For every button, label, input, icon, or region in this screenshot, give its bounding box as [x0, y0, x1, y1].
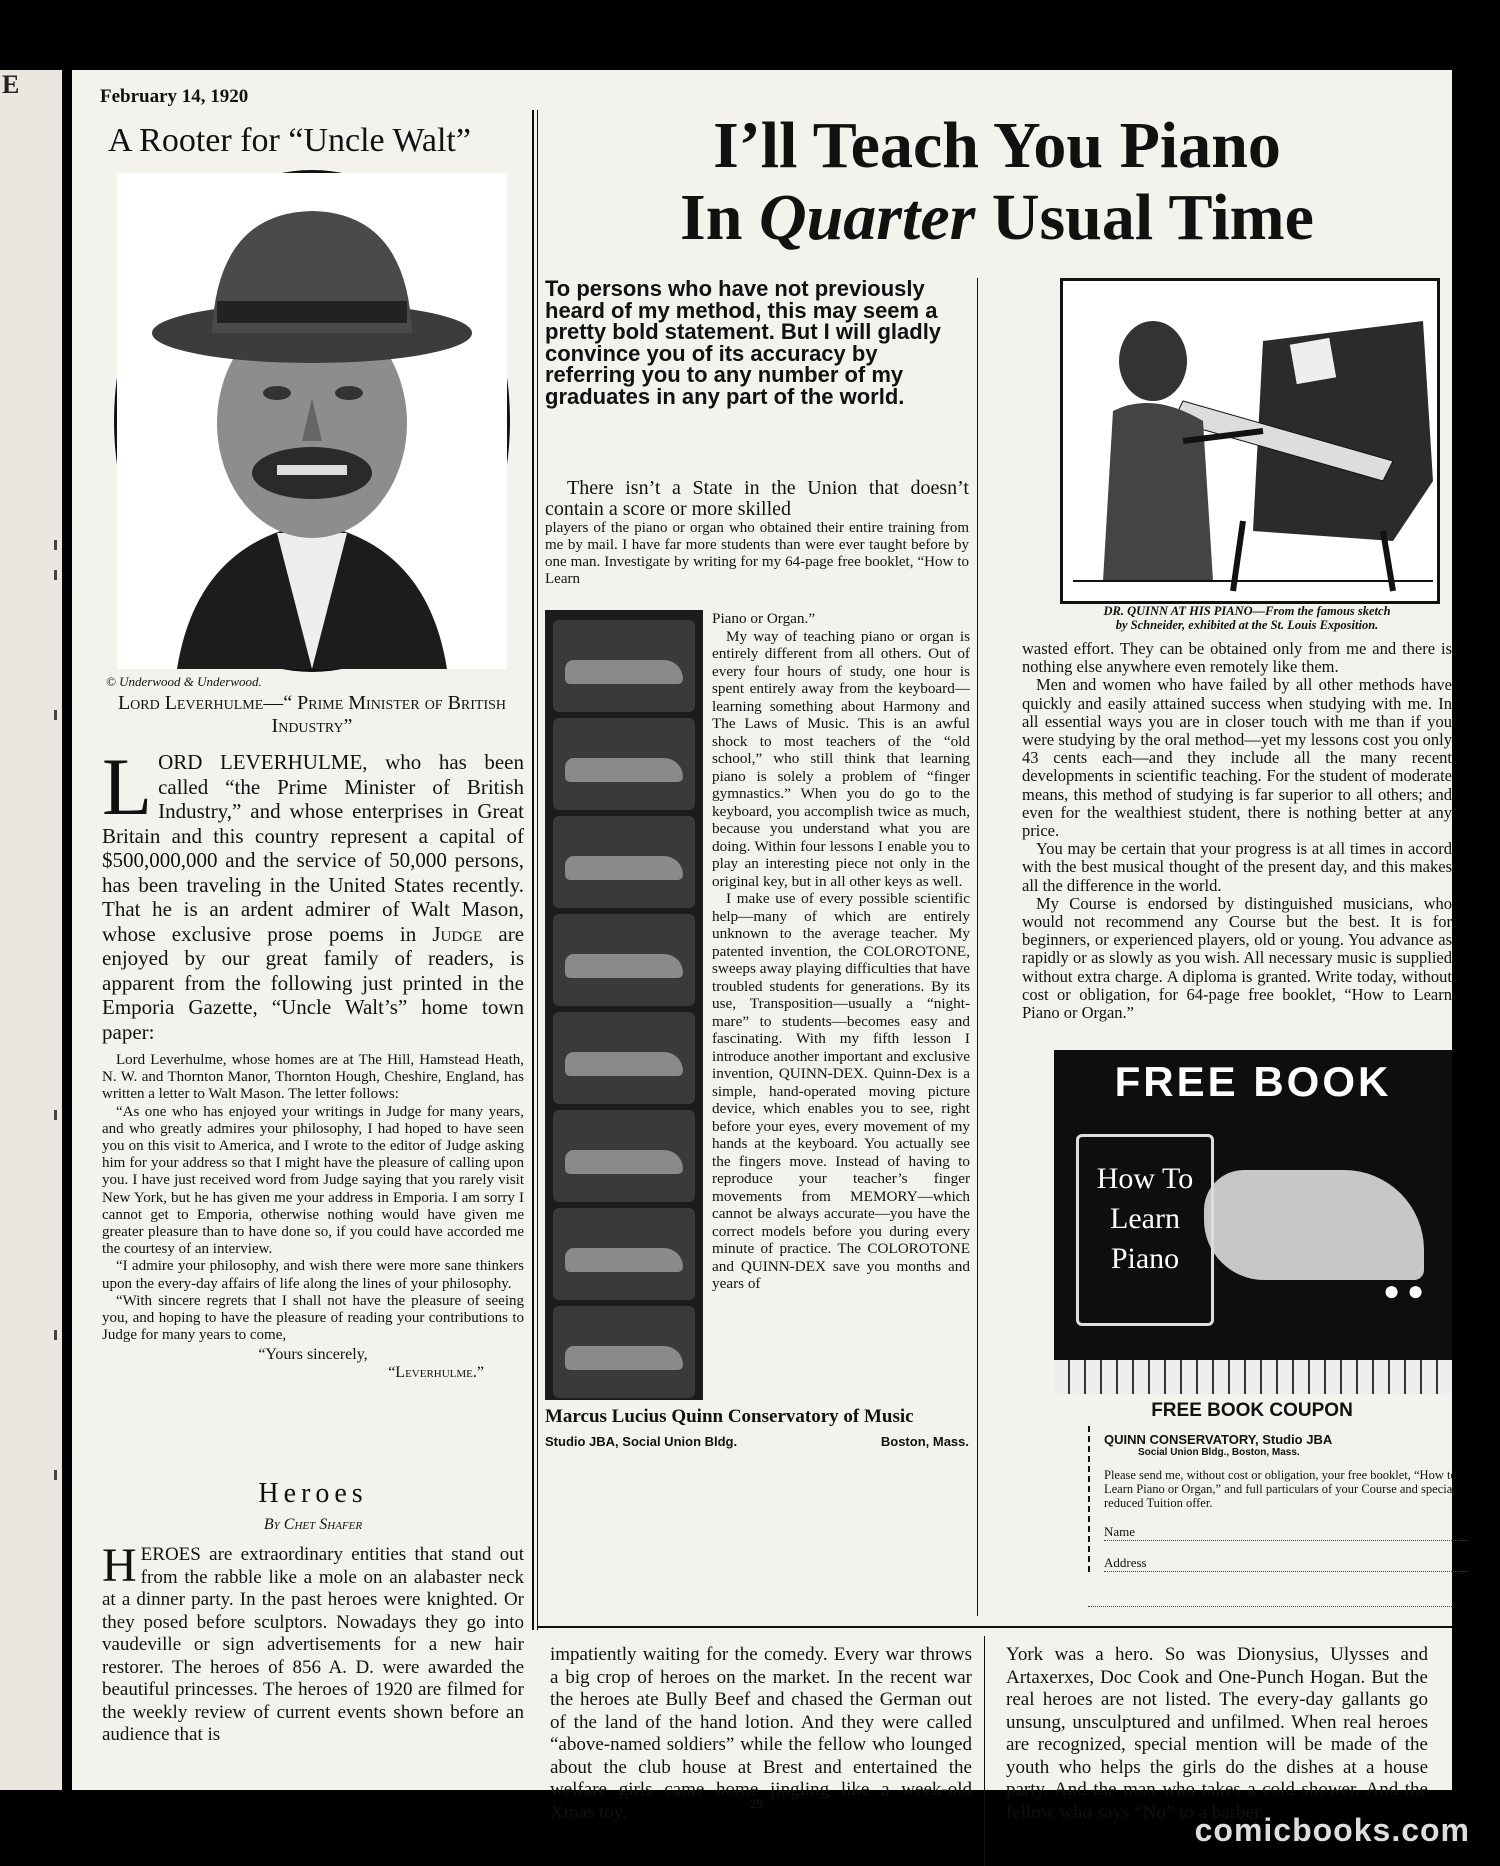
book-title-line: Learn [1110, 1202, 1180, 1235]
edge-mark [54, 710, 57, 720]
ad-headline-line1: I’ll Teach You Piano [713, 109, 1281, 182]
photo-credit: © Underwood & Underwood. [106, 674, 262, 689]
sketch-caption [1032, 604, 1462, 632]
quoted-letter [102, 1052, 524, 1381]
coupon-recipient: QUINN CONSERVATORY, Studio JBA [1104, 1432, 1333, 1447]
intro-text-2: are enjoyed by our great family of readers, is apparent from the following just printed in the Emporia Gazette, “Uncle Walt’s” home town paper: [102, 921, 525, 1044]
edge-mark [54, 540, 57, 550]
edge-mark [54, 1470, 57, 1480]
column-rule [532, 110, 534, 1630]
piano-keys [1054, 1360, 1452, 1394]
drop-cap: H [102, 1539, 137, 1592]
page-number: 29 [750, 1796, 763, 1811]
heroes-title: Heroes [258, 1478, 368, 1509]
column-rule [984, 1636, 985, 1866]
letter-paragraph: “I admire your philosophy, and wish there were more sane thinkers upon the every-day affairs of life along the lines of your philosophy. [102, 1258, 524, 1292]
ad-column-2 [712, 610, 970, 1293]
edge-mark [54, 1110, 57, 1120]
dr-quinn-sketch [1060, 278, 1440, 604]
book-title-line: Piano [1110, 1242, 1180, 1275]
book-title-line: How To [1096, 1162, 1194, 1195]
conservatory-address [545, 1434, 969, 1449]
ad-paragraph: My way of teaching piano or organ is entirely different from all others. Out of every four hours of study, one hour is spent entirely away from the keyboard—learning something about Harmony and The Laws of Music. This is an awful shock to most teachers of the “old school,” who still think that learning piano is solely a problem of “finger gymnastics.” When you do go to the keyboard, you accomplish twice as much, because you understand what you are doing. Within four lessons I enable you to play an interesting piece not only in the original key, but in all other keys as well. [712, 627, 970, 890]
ad-headline-rest: Usual Time [991, 181, 1314, 254]
ad-paragraph: Piano or Organ.” [712, 610, 816, 627]
edge-mark [54, 1330, 57, 1340]
free-book-coupon[interactable] [1088, 1426, 1468, 1572]
article-intro [102, 741, 525, 1044]
coupon-body: Please send me, without cost or obligation, your free booklet, “How to Learn Piano or Organ,” and full particulars of your Course and special reduced Tuition offer. [1104, 1468, 1457, 1510]
coupon-address-field[interactable]: Address [1104, 1555, 1468, 1572]
coupon-bottom-line [1088, 1606, 1452, 1607]
free-book-title: FREE BOOK [1114, 1058, 1392, 1105]
hand-frame [553, 1208, 695, 1300]
column-rule [977, 278, 978, 1616]
hand-frame [553, 1306, 695, 1398]
ad-bottom-rule [537, 1626, 1452, 1628]
hand-frame [553, 1012, 695, 1104]
hand-frame [553, 1110, 695, 1202]
sketch-caption-line2: by Schneider, exhibited at the St. Louis Exposition. [1115, 618, 1379, 632]
ad-border [537, 110, 538, 1630]
ad-intro [545, 478, 969, 588]
letter-signature: “Leverhulme.” [388, 1363, 484, 1381]
letter-paragraph: Lord Leverhulme, whose homes are at The Hill, Hamstead Heath, N. W. and Thornton Manor, Thornton Hough, Cheshire, England, has written a letter to Walt Mason. The letter follows: [102, 1052, 524, 1103]
issue-date: February 14, 1920 [100, 86, 249, 107]
edge-letter: E [2, 70, 20, 99]
ad-paragraph: wasted effort. They can be obtained only from me and there is nothing else anywhere even remotely like them. [1022, 639, 1452, 677]
ad-intro-large: There isn’t a State in the Union that doesn’t contain a score or more skilled [545, 477, 969, 520]
studio-address: Studio JBA, Social Union Bldg. [545, 1434, 738, 1449]
heroes-byline: By Chet Shafer [263, 1516, 363, 1533]
city: Boston, Mass. [880, 1434, 969, 1449]
hand-frame [553, 718, 695, 810]
leverhulme-article [102, 741, 525, 1381]
ad-headline-in: In [680, 181, 743, 254]
hand-shape [1204, 1170, 1424, 1280]
edge-mark [54, 570, 57, 580]
book-cover-title [1085, 1159, 1205, 1279]
conservatory-name: Marcus Lucius Quinn Conservatory of Music [545, 1406, 914, 1427]
coupon-recipient-address: Social Union Bldg., Boston, Mass. [1138, 1447, 1300, 1458]
hand-frame [553, 620, 695, 712]
book-cover [1076, 1134, 1214, 1326]
heroes-column-2: impatiently waiting for the comedy. Every war throws a big crop of heroes on the market. In the recent war the heroes ate Bully Beef and chased the German out of the land of the hand lotion. And they were called “above-named soldiers” while the fellow who lounged about the club house at Brest and entertained the welfare girls came home jingling like a week-old Xmas toy. [550, 1644, 972, 1823]
ad-intro-small: players of the piano or organ who obtained their entire training from me by mail. I have far more students than were ever taught before by one man. Investigate by writing for my 64-page free booklet, “How to Learn [545, 520, 969, 587]
free-book-illustration [1054, 1050, 1452, 1394]
ad-headline-quarter: Quarter [758, 181, 976, 254]
letter-paragraph: “With sincere regrets that I shall not have the pleasure of seeing you, and hoping to have the pleasure of reading your contributions to Judge for many years to come, [102, 1292, 524, 1344]
ad-paragraph: You may be certain that your progress is at all times in accord with the best musical thought of the present day, and this makes all the difference in the world. [1022, 839, 1452, 895]
heroes-column-1 [102, 1539, 524, 1747]
conservatory-signature [545, 1406, 969, 1449]
ad-paragraph: I make use of every possible scientific help—many of which are entirely unknown to the average teacher. My patented invention, the COLOROTONE, sweeps away playing difficulties that have troubled students for generations. By its use, Transposition—usually a “night-mare” to students—becomes easy and fascinating. With my fifth lesson I introduce another important and exclusive invention, QUINN-DEX. Quinn-Dex is a simple, hand-operated moving picture device, which enables you to see, right before your eyes, every movement of my hands at the keyboard. You actually see the fingers move. Instead of having to reproduce your teacher’s finger movements from MEMORY—which cannot be always accurate—you have the correct models before you during every minute of practice. The COLOROTONE and QUINN-DEX save you months and years of [712, 890, 970, 1292]
letter-closing: “Yours sincerely, [258, 1346, 368, 1364]
rooter-headline: A Rooter for “Uncle Walt” [108, 122, 471, 159]
letter-paragraph: “As one who has enjoyed your writings in Judge for many years, and who greatly admires your philosophy, I had hoped to have seen you on this visit to America, and I wrote to the editor of Judge asking him for your address so that I might have the pleasure of calling upon you. I have just received word from Judge saying that you rarely visit New York, but he has given me your address in Emporia. I am sorry I cannot get to Emporia, otherwise nothing would have given me greater pleasure than to have done so, if you could have accorded me the courtesy of an interview. [102, 1103, 524, 1258]
heroes-text-1: EROES are extraordinary entities that stand out from the rabble like a mole on an alabaster neck at a dinner party. In the past heroes were knighted. Or they posed before sculptors. Nowadays they go into vaudeville or sign advertisements for a new hair restorer. The heroes of 856 A. D. were awarded the beautiful princesses. The heroes of 1920 are filmed for the weekly review of current events shown before an audience that is [102, 1544, 524, 1745]
heroes-column-3: York was a hero. So was Dionysius, Ulysses and Artaxerxes, Doc Cook and One-Punch Hogan. But the real heroes are not listed. The every-day gallants go unsung, unsculptured and unfilmed. When real heroes are recognized, special mention will be made of the youth who helps the girls do the dishes at a house party. And the man who takes a cold shower. And the fellow who says “No” to a barber. [1006, 1644, 1428, 1823]
coupon-name-field[interactable]: Name [1104, 1524, 1468, 1541]
quinn-dex-hand-frames [545, 610, 703, 1400]
sketch-caption-line1: DR. QUINN AT HIS PIANO—From the famous sketch [1103, 604, 1391, 618]
drop-cap: L [102, 741, 153, 832]
adjacent-page-edge [0, 70, 62, 1790]
site-watermark: comicbooks.com [1194, 1812, 1470, 1848]
ad-headline [542, 110, 1452, 254]
leverhulme-portrait [114, 170, 510, 672]
decorative-dots: ● ● [1383, 1276, 1424, 1307]
piano-sketch-illustration [1063, 281, 1437, 601]
hand-frame [553, 914, 695, 1006]
ad-paragraph: My Course is endorsed by distinguished musicians, who would not recommend any Course but the best. It is for beginners, or experienced players, old or young. You advance as rapidly or as slowly as you wish. All necessary music is supplied without extra charge. A diploma is granted. Write today, without cost or obligation, for 64-page free booklet, “How to Learn Piano or Organ.” [1022, 893, 1452, 1023]
ad-lead: To persons who have not previously heard of my method, this may seem a pretty bold statement. But I will gladly convince you of its accuracy by referring you to any number of my graduates in any part of the world. [545, 276, 942, 409]
intro-text-1: ORD LEVERHULME, who has been called “the Prime Minister of British Industry,” and whose enterprises in Great Britain and this country represent a capital of $500,000,000 and the service of 50,000 persons, has been traveling in the United States recently. That he is an ardent admirer of Walt Mason, whose exclusive prose poems in [102, 750, 524, 946]
portrait-illustration [117, 173, 507, 669]
ad-paragraph: Men and women who have failed by all other methods have quickly and easily attained success when studying with me. In all essential ways you are in closer touch with me than if you were studying by the oral method—yet my lessons cost you only 43 cents each—and they include all the many recent developments in scientific teaching. For the student of moderate means, this method of studying is far superior to all others; and even for the wealthiest student, there is nothing better at any price. [1022, 675, 1452, 841]
judge-name: Judge [432, 921, 483, 946]
coupon-title: FREE BOOK COUPON [1151, 1400, 1353, 1421]
ad-column-3 [1022, 640, 1452, 1022]
hand-frame [553, 816, 695, 908]
ad-headline-line2 [542, 182, 1452, 254]
portrait-caption: Lord Leverhulme—“ Prime Minister of British Industry” [117, 692, 507, 737]
